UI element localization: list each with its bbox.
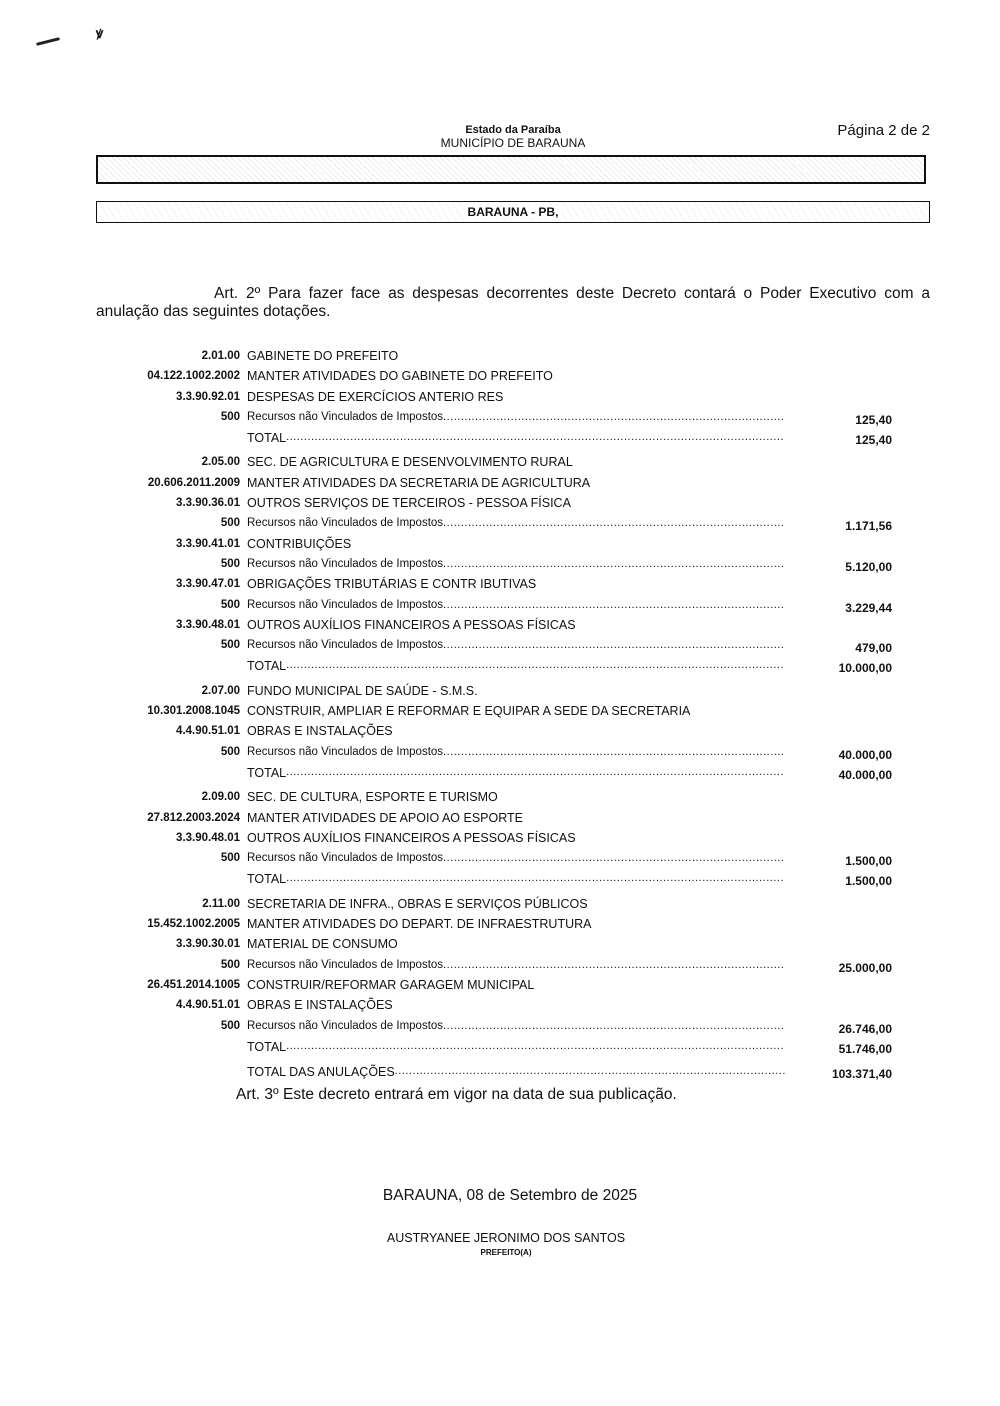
dot-leader [443,558,785,570]
dotation-line [0,810,1000,830]
dotation-line [0,348,1000,368]
dotation-line [0,977,1000,997]
signer-name: AUSTRYANEE JERONIMO DOS SANTOS [386,1231,626,1245]
dotation-description: OBRAS E INSTALAÇÕES [247,998,393,1013]
dotation-line [0,617,1000,637]
dotation-line [0,657,1000,677]
dotation-code: 2.07.00 [201,684,240,697]
annulment-list [0,348,1000,1083]
page-number: Página 2 de 2 [837,122,930,139]
total-amount: 103.371,40 [831,1067,892,1082]
dotation-description: MANTER ATIVIDADES DA SECRETARIA DE AGRICULTURA [247,475,591,490]
dotation-code: 27.812.2003.2024 [147,811,240,824]
dotation-code: 4.4.90.51.01 [176,999,240,1012]
redacted-box [96,155,926,184]
dotation-code: 4.4.90.51.01 [176,725,240,738]
resource-line [247,746,785,758]
dotation-description: OUTROS SERVIÇOS DE TERCEIROS - PESSOA FÍSICA [247,496,571,511]
dot-leader [286,766,785,780]
dotation-line [0,703,1000,723]
total-line [247,766,785,780]
amount-value: 25.000,00 [838,960,892,975]
dotation-code: 500 [220,852,240,865]
signer-role: PREFEITO(A) [480,1248,532,1257]
dotation-code: 500 [220,598,240,611]
dotation-code: 500 [220,1019,240,1032]
amount-value: 5.120,00 [845,559,892,574]
dotation-code: 3.3.90.48.01 [176,618,240,631]
dotation-line [0,597,1000,617]
dotation-line [0,1063,1000,1083]
dot-leader [443,411,785,423]
total-amount: 51.746,00 [838,1041,892,1056]
dot-leader [443,852,785,864]
dotation-code: 3.3.90.92.01 [176,390,240,403]
resource-line [247,852,785,864]
dotation-description: CONSTRUIR/REFORMAR GARAGEM MUNICIPAL [247,977,535,992]
total-label: TOTAL [247,872,287,887]
dotation-line [0,764,1000,784]
dotation-line [0,744,1000,764]
dotation-line [0,1018,1000,1038]
dotation-description: CONSTRUIR, AMPLIAR E REFORMAR E EQUIPAR A SEDE DA SECRETARIA [247,704,691,719]
dotation-line [0,475,1000,495]
dot-leader [443,599,785,611]
dotation-code: 15.452.1002.2005 [147,918,240,931]
resource-line [247,599,785,611]
dotation-line [0,830,1000,850]
dotation-description: MATERIAL DE CONSUMO [247,937,398,952]
dotation-code: 3.3.90.48.01 [176,831,240,844]
dotation-code: 3.3.90.36.01 [176,497,240,510]
municipality-name: MUNICÍPIO DE BARAUNA [440,136,586,150]
amount-value: 479,00 [855,641,892,656]
dotation-description: OUTROS AUXÍLIOS FINANCEIROS A PESSOAS FÍSICAS [247,830,576,845]
signature-date: BARAUNA, 08 de Setembro de 2025 [382,1187,638,1204]
dotation-description: MANTER ATIVIDADES DO GABINETE DO PREFEITO [247,369,553,384]
dot-leader [286,659,785,673]
dot-leader [395,1065,785,1079]
total-amount: 125,40 [855,433,892,448]
dotation-line [0,850,1000,870]
dotation-line [0,723,1000,743]
dotation-description: OBRIGAÇÕES TRIBUTÁRIAS E CONTR IBUTIVAS [247,577,537,592]
resource-label: Recursos não Vinculados de Impostos [247,1019,444,1032]
dotation-line [0,429,1000,449]
dotation-line [0,556,1000,576]
dotation-line [0,997,1000,1017]
total-label: TOTAL [247,659,287,674]
dotation-description: OBRAS E INSTALAÇÕES [247,724,393,739]
dotation-code: 3.3.90.41.01 [176,537,240,550]
dotation-description: CONTRIBUIÇÕES [247,536,352,551]
resource-label: Recursos não Vinculados de Impostos [247,958,444,971]
dotation-code: 04.122.1002.2002 [147,370,240,383]
dotation-description: MANTER ATIVIDADES DO DEPART. DE INFRAESTRUTURA [247,917,592,932]
amount-value: 3.229,44 [845,600,892,615]
pen-scribble [36,37,60,46]
dot-leader [286,872,785,886]
dotation-line [0,789,1000,809]
dotation-code: 2.11.00 [202,897,240,910]
dotation-description: MANTER ATIVIDADES DE APOIO AO ESPORTE [247,810,523,825]
resource-line [247,558,785,570]
dotation-line [0,495,1000,515]
resource-line [247,639,785,651]
dotation-line [0,1038,1000,1058]
total-line [247,1065,785,1079]
article-2-text: Art. 2º Para fazer face as despesas decorrentes deste Decreto contará o Poder Executivo com a anulação das seguintes dotações. [96,285,930,320]
resource-label: Recursos não Vinculados de Impostos [247,410,444,423]
total-label: TOTAL DAS ANULAÇÕES [247,1065,395,1080]
location-box [96,201,930,223]
dotation-line [0,896,1000,916]
total-label: TOTAL [247,1039,287,1054]
dotation-code: 500 [220,557,240,570]
dot-leader [286,1040,785,1054]
total-line [247,659,785,673]
resource-label: Recursos não Vinculados de Impostos [247,745,444,758]
total-line [247,431,785,445]
dotation-description: FUNDO MUNICIPAL DE SAÚDE - S.M.S. [247,683,478,698]
dotation-description: DESPESAS DE EXERCÍCIOS ANTERIO RES [247,389,504,404]
dotation-code: 2.05.00 [201,456,240,469]
dotation-line [0,637,1000,657]
dotation-code: 500 [220,410,240,423]
dotation-description: OUTROS AUXÍLIOS FINANCEIROS A PESSOAS FÍSICAS [247,617,576,632]
state-name: Estado da Paraíba [465,124,561,136]
dotation-line [0,536,1000,556]
dotation-code: 500 [220,639,240,652]
dotation-code: 20.606.2011.2009 [147,476,240,489]
dotation-line [0,683,1000,703]
dotation-line [0,409,1000,429]
dotation-code: 2.01.00 [201,350,240,362]
dotation-line [0,454,1000,474]
dotation-code: 500 [220,517,240,530]
amount-value: 40.000,00 [838,747,892,762]
article-3-text: Art. 3º Este decreto entrará em vigor na data de sua publicação. [236,1086,677,1103]
total-amount: 1.500,00 [845,874,892,889]
dotation-description: SEC. DE AGRICULTURA E DESENVOLVIMENTO RURAL [247,455,573,470]
dotation-code: 3.3.90.30.01 [176,938,240,951]
dotation-code: 26.451.2014.1005 [147,978,240,991]
total-line [247,872,785,886]
dotation-line [0,515,1000,535]
dotation-line [0,916,1000,936]
dotation-code: 2.09.00 [201,791,240,804]
dotation-code: 500 [220,958,240,971]
dotation-description: SECRETARIA DE INFRA., OBRAS E SERVIÇOS PÚBLICOS [247,896,588,911]
amount-value: 1.500,00 [845,854,892,869]
resource-label: Recursos não Vinculados de Impostos [247,639,444,652]
dotation-line [0,368,1000,388]
dotation-line [0,576,1000,596]
dot-leader [443,746,785,758]
total-amount: 40.000,00 [838,767,892,782]
total-label: TOTAL [247,431,287,446]
amount-value: 125,40 [855,412,892,427]
dot-leader [286,431,785,445]
dotation-description: SEC. DE CULTURA, ESPORTE E TURISMO [247,790,498,805]
dot-leader [443,517,785,529]
dot-leader [443,959,785,971]
resource-line [247,517,785,529]
resource-label: Recursos não Vinculados de Impostos [247,557,444,570]
corner-mark: ꝟ [96,25,104,41]
dotation-line [0,389,1000,409]
resource-label: Recursos não Vinculados de Impostos [247,517,444,530]
dotation-code: 10.301.2008.1045 [147,705,240,718]
dotation-code: 3.3.90.47.01 [176,578,240,591]
total-line [247,1040,785,1054]
location-label: BARAUNA - PB, [464,205,563,219]
dot-leader [443,639,785,651]
resource-label: Recursos não Vinculados de Impostos [247,852,444,865]
resource-line [247,411,785,423]
total-label: TOTAL [247,765,287,780]
dotation-line [0,870,1000,890]
total-amount: 10.000,00 [838,661,892,676]
resource-label: Recursos não Vinculados de Impostos [247,598,444,611]
dotation-code: 500 [220,745,240,758]
amount-value: 26.746,00 [838,1021,892,1036]
dotation-line [0,936,1000,956]
amount-value: 1.171,56 [845,519,892,534]
dotation-line [0,957,1000,977]
dot-leader [443,1020,785,1032]
dotation-description: GABINETE DO PREFEITO [247,349,399,363]
resource-line [247,959,785,971]
resource-line [247,1020,785,1032]
